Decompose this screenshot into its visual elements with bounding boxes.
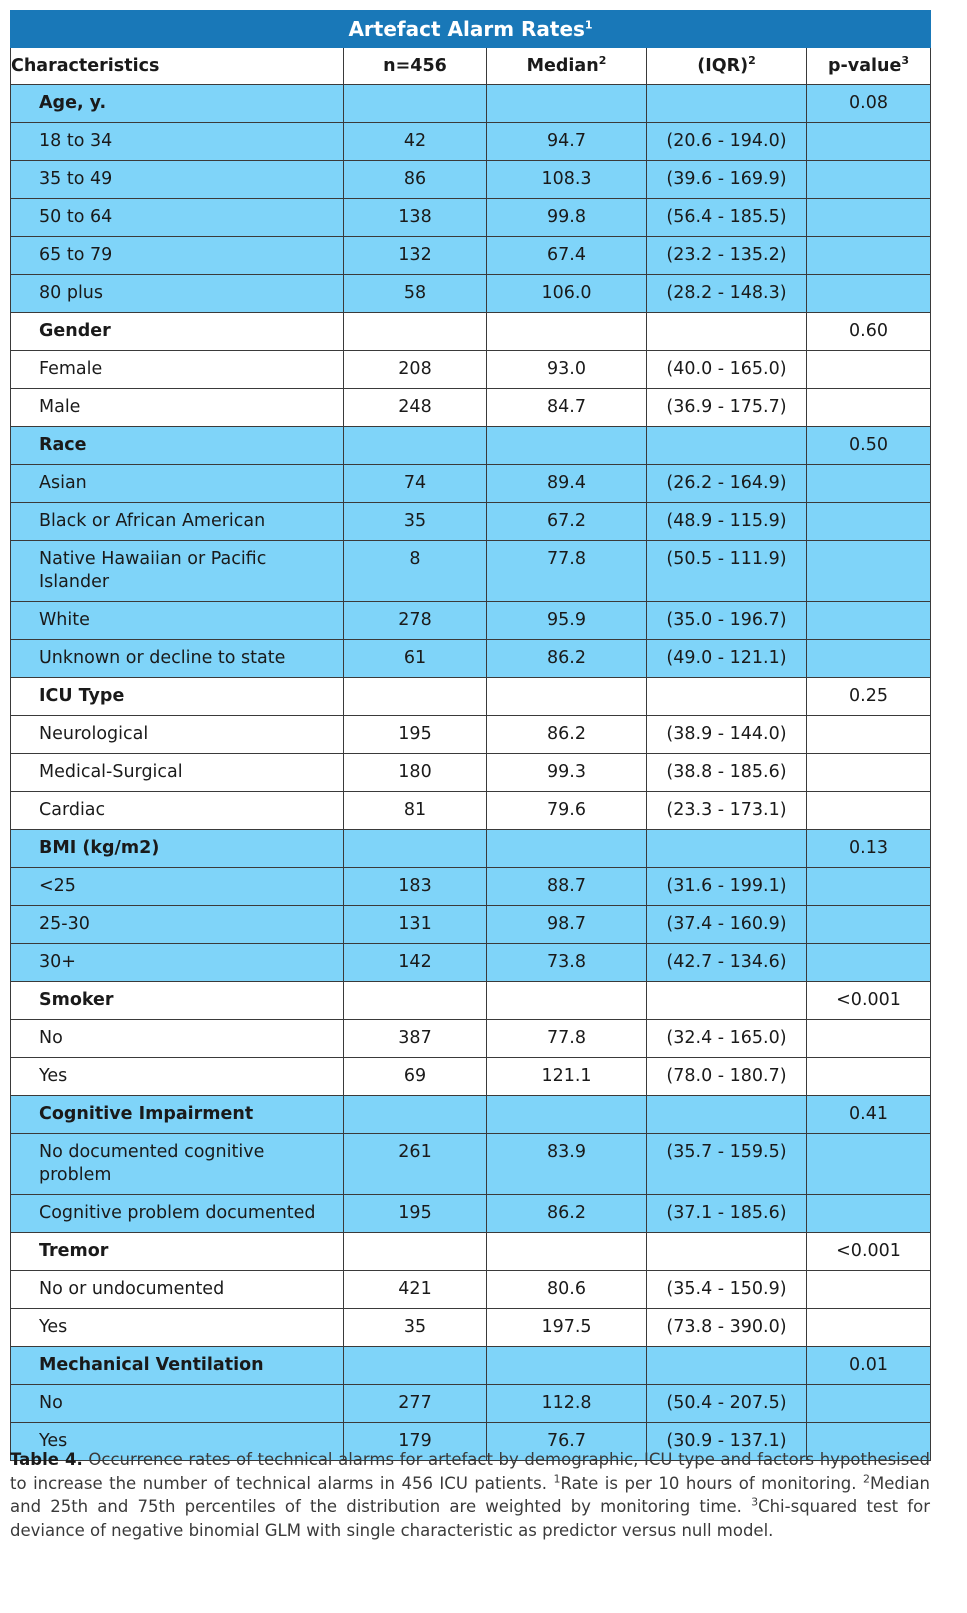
cell-iqr: (50.4 - 207.5) bbox=[647, 1385, 807, 1423]
cell-iqr bbox=[647, 982, 807, 1020]
cell-median: 94.7 bbox=[487, 123, 647, 161]
cell-iqr bbox=[647, 1347, 807, 1385]
cell-characteristic: 80 plus bbox=[11, 275, 344, 313]
cell-iqr: (26.2 - 164.9) bbox=[647, 465, 807, 503]
cell-median bbox=[487, 982, 647, 1020]
cell-p-value: 0.01 bbox=[807, 1347, 931, 1385]
cell-iqr: (20.6 - 194.0) bbox=[647, 123, 807, 161]
cell-iqr bbox=[647, 830, 807, 868]
cell-median: 108.3 bbox=[487, 161, 647, 199]
category-row bbox=[11, 1347, 931, 1385]
cell-p-value bbox=[807, 716, 931, 754]
cell-median: 84.7 bbox=[487, 389, 647, 427]
cell-p-value bbox=[807, 792, 931, 830]
caption-footnote-3-text: Chi-squared test for deviance of negative binomial GLM with single characteristic as predictor versus null model. bbox=[10, 1497, 930, 1540]
cell-n bbox=[344, 830, 487, 868]
table-row bbox=[11, 1309, 931, 1347]
cell-p-value: 0.60 bbox=[807, 313, 931, 351]
cell-iqr: (36.9 - 175.7) bbox=[647, 389, 807, 427]
cell-characteristic: Yes bbox=[11, 1423, 344, 1461]
cell-n: 81 bbox=[344, 792, 487, 830]
cell-characteristic: Medical-Surgical bbox=[11, 754, 344, 792]
cell-n: 132 bbox=[344, 237, 487, 275]
cell-median bbox=[487, 678, 647, 716]
cell-median: 67.4 bbox=[487, 237, 647, 275]
table-row bbox=[11, 123, 931, 161]
cell-p-value: 0.50 bbox=[807, 427, 931, 465]
cell-n bbox=[344, 85, 487, 123]
cell-median: 197.5 bbox=[487, 1309, 647, 1347]
table-row bbox=[11, 351, 931, 389]
cell-p-value bbox=[807, 123, 931, 161]
table-row bbox=[11, 503, 931, 541]
cell-p-value bbox=[807, 541, 931, 602]
cell-iqr: (35.7 - 159.5) bbox=[647, 1134, 807, 1195]
cell-characteristic: 50 to 64 bbox=[11, 199, 344, 237]
cell-characteristic: 35 to 49 bbox=[11, 161, 344, 199]
caption-footnote-2-mark: 2 bbox=[863, 1472, 870, 1485]
category-row bbox=[11, 1096, 931, 1134]
cell-median: 67.2 bbox=[487, 503, 647, 541]
cell-p-value bbox=[807, 1058, 931, 1096]
cell-median: 80.6 bbox=[487, 1271, 647, 1309]
cell-characteristic: Mechanical Ventilation bbox=[11, 1347, 344, 1385]
table-row bbox=[11, 275, 931, 313]
cell-iqr: (48.9 - 115.9) bbox=[647, 503, 807, 541]
category-row bbox=[11, 830, 931, 868]
cell-n: 69 bbox=[344, 1058, 487, 1096]
cell-iqr: (32.4 - 165.0) bbox=[647, 1020, 807, 1058]
cell-median: 99.8 bbox=[487, 199, 647, 237]
table-row bbox=[11, 1134, 931, 1195]
cell-characteristic: Cardiac bbox=[11, 792, 344, 830]
cell-n bbox=[344, 313, 487, 351]
cell-iqr: (40.0 - 165.0) bbox=[647, 351, 807, 389]
table-row bbox=[11, 944, 931, 982]
table-row bbox=[11, 465, 931, 503]
cell-p-value bbox=[807, 161, 931, 199]
cell-iqr: (39.6 - 169.9) bbox=[647, 161, 807, 199]
cell-n: 35 bbox=[344, 503, 487, 541]
cell-median bbox=[487, 1347, 647, 1385]
cell-p-value bbox=[807, 602, 931, 640]
cell-n: 58 bbox=[344, 275, 487, 313]
cell-median: 121.1 bbox=[487, 1058, 647, 1096]
cell-iqr: (28.2 - 148.3) bbox=[647, 275, 807, 313]
cell-iqr: (23.3 - 173.1) bbox=[647, 792, 807, 830]
cell-median bbox=[487, 313, 647, 351]
cell-iqr: (56.4 - 185.5) bbox=[647, 199, 807, 237]
cell-characteristic: 25-30 bbox=[11, 906, 344, 944]
cell-p-value bbox=[807, 275, 931, 313]
table-row bbox=[11, 199, 931, 237]
table-row bbox=[11, 716, 931, 754]
cell-iqr bbox=[647, 313, 807, 351]
cell-characteristic: Female bbox=[11, 351, 344, 389]
cell-characteristic: Yes bbox=[11, 1309, 344, 1347]
cell-median: 86.2 bbox=[487, 1195, 647, 1233]
cell-n bbox=[344, 1347, 487, 1385]
cell-characteristic: Native Hawaiian or Pacific Islander bbox=[11, 541, 344, 602]
cell-p-value: <0.001 bbox=[807, 982, 931, 1020]
category-row bbox=[11, 982, 931, 1020]
cell-median: 77.8 bbox=[487, 541, 647, 602]
table-row bbox=[11, 792, 931, 830]
cell-characteristic: No bbox=[11, 1020, 344, 1058]
cell-characteristic: Asian bbox=[11, 465, 344, 503]
cell-n: 142 bbox=[344, 944, 487, 982]
cell-n bbox=[344, 678, 487, 716]
table-row bbox=[11, 906, 931, 944]
cell-n: 261 bbox=[344, 1134, 487, 1195]
cell-n: 195 bbox=[344, 716, 487, 754]
cell-characteristic: Tremor bbox=[11, 1233, 344, 1271]
cell-p-value bbox=[807, 754, 931, 792]
cell-p-value: 0.25 bbox=[807, 678, 931, 716]
cell-n: 208 bbox=[344, 351, 487, 389]
cell-characteristic: No bbox=[11, 1385, 344, 1423]
cell-p-value: 0.41 bbox=[807, 1096, 931, 1134]
table-row bbox=[11, 754, 931, 792]
cell-characteristic: Race bbox=[11, 427, 344, 465]
cell-median bbox=[487, 85, 647, 123]
cell-n bbox=[344, 1233, 487, 1271]
cell-n: 74 bbox=[344, 465, 487, 503]
cell-n: 277 bbox=[344, 1385, 487, 1423]
cell-iqr bbox=[647, 678, 807, 716]
cell-iqr: (42.7 - 134.6) bbox=[647, 944, 807, 982]
cell-n: 35 bbox=[344, 1309, 487, 1347]
cell-characteristic: Age, y. bbox=[11, 85, 344, 123]
cell-characteristic: Cognitive problem documented bbox=[11, 1195, 344, 1233]
cell-iqr: (37.1 - 185.6) bbox=[647, 1195, 807, 1233]
cell-median: 76.7 bbox=[487, 1423, 647, 1461]
cell-median: 79.6 bbox=[487, 792, 647, 830]
header-median-label: Median bbox=[526, 55, 599, 76]
cell-median: 93.0 bbox=[487, 351, 647, 389]
cell-median: 83.9 bbox=[487, 1134, 647, 1195]
caption-footnote-1-text: Rate is per 10 hours of monitoring. bbox=[560, 1473, 863, 1493]
cell-p-value: 0.08 bbox=[807, 85, 931, 123]
cell-iqr bbox=[647, 85, 807, 123]
cell-median: 88.7 bbox=[487, 868, 647, 906]
cell-characteristic: BMI (kg/m2) bbox=[11, 830, 344, 868]
table-row bbox=[11, 1271, 931, 1309]
cell-p-value: <0.001 bbox=[807, 1233, 931, 1271]
cell-p-value bbox=[807, 237, 931, 275]
cell-p-value bbox=[807, 640, 931, 678]
category-row bbox=[11, 427, 931, 465]
cell-p-value bbox=[807, 1134, 931, 1195]
cell-iqr: (23.2 - 135.2) bbox=[647, 237, 807, 275]
cell-p-value bbox=[807, 199, 931, 237]
table-row bbox=[11, 237, 931, 275]
cell-median: 106.0 bbox=[487, 275, 647, 313]
cell-characteristic: Black or African American bbox=[11, 503, 344, 541]
cell-n: 195 bbox=[344, 1195, 487, 1233]
cell-median bbox=[487, 1233, 647, 1271]
cell-n: 248 bbox=[344, 389, 487, 427]
cell-characteristic: 30+ bbox=[11, 944, 344, 982]
artefact-alarm-table-container bbox=[10, 10, 930, 1461]
table-row bbox=[11, 1058, 931, 1096]
cell-median: 98.7 bbox=[487, 906, 647, 944]
cell-n: 421 bbox=[344, 1271, 487, 1309]
table-row bbox=[11, 541, 931, 602]
cell-p-value bbox=[807, 351, 931, 389]
table-row bbox=[11, 161, 931, 199]
cell-n: 138 bbox=[344, 199, 487, 237]
cell-characteristic: Gender bbox=[11, 313, 344, 351]
caption-footnote-2-text: Median and 25th and 75th percentiles of the distribution are weighted by monitoring time. bbox=[10, 1473, 931, 1516]
caption-footnote-1-mark: 1 bbox=[553, 1472, 561, 1485]
cell-n: 180 bbox=[344, 754, 487, 792]
cell-characteristic: Male bbox=[11, 389, 344, 427]
table-row bbox=[11, 1020, 931, 1058]
category-row bbox=[11, 678, 931, 716]
cell-characteristic: 18 to 34 bbox=[11, 123, 344, 161]
cell-iqr bbox=[647, 1096, 807, 1134]
table-title-text: Artefact Alarm Rates bbox=[348, 16, 585, 41]
cell-median: 95.9 bbox=[487, 602, 647, 640]
cell-iqr: (73.8 - 390.0) bbox=[647, 1309, 807, 1347]
cell-p-value bbox=[807, 1020, 931, 1058]
header-median bbox=[487, 48, 647, 85]
cell-characteristic: ICU Type bbox=[11, 678, 344, 716]
header-row bbox=[11, 48, 931, 85]
cell-median: 112.8 bbox=[487, 1385, 647, 1423]
cell-n: 387 bbox=[344, 1020, 487, 1058]
cell-characteristic: No or undocumented bbox=[11, 1271, 344, 1309]
cell-median bbox=[487, 427, 647, 465]
cell-p-value bbox=[807, 1309, 931, 1347]
cell-n: 131 bbox=[344, 906, 487, 944]
category-row bbox=[11, 1233, 931, 1271]
header-p-value-footnote-mark: 3 bbox=[901, 53, 910, 67]
cell-p-value bbox=[807, 944, 931, 982]
cell-median: 99.3 bbox=[487, 754, 647, 792]
cell-characteristic: Neurological bbox=[11, 716, 344, 754]
cell-p-value: 0.13 bbox=[807, 830, 931, 868]
cell-median: 73.8 bbox=[487, 944, 647, 982]
table-row bbox=[11, 868, 931, 906]
header-median-footnote-mark: 2 bbox=[598, 53, 607, 67]
cell-iqr: (35.0 - 196.7) bbox=[647, 602, 807, 640]
cell-iqr: (49.0 - 121.1) bbox=[647, 640, 807, 678]
cell-characteristic: White bbox=[11, 602, 344, 640]
header-iqr-footnote-mark: 2 bbox=[748, 53, 756, 67]
cell-iqr: (38.8 - 185.6) bbox=[647, 754, 807, 792]
header-n bbox=[344, 48, 487, 85]
table-title-footnote-mark: 1 bbox=[584, 17, 593, 31]
cell-characteristic: Yes bbox=[11, 1058, 344, 1096]
cell-characteristic: No documented cognitive problem bbox=[11, 1134, 344, 1195]
cell-n: 61 bbox=[344, 640, 487, 678]
cell-n: 8 bbox=[344, 541, 487, 602]
cell-iqr: (78.0 - 180.7) bbox=[647, 1058, 807, 1096]
cell-iqr: (35.4 - 150.9) bbox=[647, 1271, 807, 1309]
table-row bbox=[11, 602, 931, 640]
category-row bbox=[11, 313, 931, 351]
header-p-value bbox=[807, 48, 931, 85]
cell-p-value bbox=[807, 503, 931, 541]
cell-p-value bbox=[807, 1271, 931, 1309]
caption-text-1: Occurrence rates of technical alarms for artefact by demographic, ICU type and factors hypothesised to increase the number of technical alarms in 456 ICU patients. bbox=[10, 1450, 930, 1493]
cell-n: 278 bbox=[344, 602, 487, 640]
cell-median: 86.2 bbox=[487, 716, 647, 754]
cell-n: 179 bbox=[344, 1423, 487, 1461]
cell-characteristic: Cognitive Impairment bbox=[11, 1096, 344, 1134]
cell-p-value bbox=[807, 1195, 931, 1233]
header-p-value-label: p-value bbox=[828, 55, 902, 76]
caption-footnote-3-mark: 3 bbox=[751, 1495, 759, 1509]
artefact-alarm-table bbox=[10, 10, 931, 1461]
caption-label: Table 4. bbox=[10, 1450, 83, 1469]
cell-characteristic: 65 to 79 bbox=[11, 237, 344, 275]
header-characteristics bbox=[11, 48, 344, 85]
table-row bbox=[11, 640, 931, 678]
cell-p-value bbox=[807, 1385, 931, 1423]
cell-n: 86 bbox=[344, 161, 487, 199]
cell-iqr bbox=[647, 427, 807, 465]
cell-iqr bbox=[647, 1233, 807, 1271]
cell-median: 89.4 bbox=[487, 465, 647, 503]
cell-median: 77.8 bbox=[487, 1020, 647, 1058]
cell-n bbox=[344, 1096, 487, 1134]
table-title bbox=[11, 11, 931, 48]
cell-iqr: (31.6 - 199.1) bbox=[647, 868, 807, 906]
cell-iqr: (38.9 - 144.0) bbox=[647, 716, 807, 754]
cell-iqr: (30.9 - 137.1) bbox=[647, 1423, 807, 1461]
category-row bbox=[11, 85, 931, 123]
cell-median: 86.2 bbox=[487, 640, 647, 678]
cell-p-value bbox=[807, 906, 931, 944]
cell-iqr: (50.5 - 111.9) bbox=[647, 541, 807, 602]
cell-characteristic: Smoker bbox=[11, 982, 344, 1020]
cell-n: 183 bbox=[344, 868, 487, 906]
header-iqr-label: (IQR) bbox=[697, 55, 749, 76]
cell-median bbox=[487, 830, 647, 868]
table-row bbox=[11, 1195, 931, 1233]
cell-n bbox=[344, 982, 487, 1020]
header-characteristics-label: Characteristics bbox=[11, 55, 160, 76]
cell-n: 42 bbox=[344, 123, 487, 161]
cell-median bbox=[487, 1096, 647, 1134]
header-n-label: n=456 bbox=[383, 55, 447, 76]
cell-n bbox=[344, 427, 487, 465]
cell-iqr: (37.4 - 160.9) bbox=[647, 906, 807, 944]
cell-p-value bbox=[807, 389, 931, 427]
table-row bbox=[11, 1385, 931, 1423]
cell-p-value bbox=[807, 465, 931, 503]
table-body bbox=[11, 85, 931, 1461]
cell-characteristic: Unknown or decline to state bbox=[11, 640, 344, 678]
table-row bbox=[11, 389, 931, 427]
header-iqr bbox=[647, 48, 807, 85]
cell-p-value bbox=[807, 868, 931, 906]
cell-characteristic: <25 bbox=[11, 868, 344, 906]
table-caption bbox=[10, 1448, 930, 1542]
